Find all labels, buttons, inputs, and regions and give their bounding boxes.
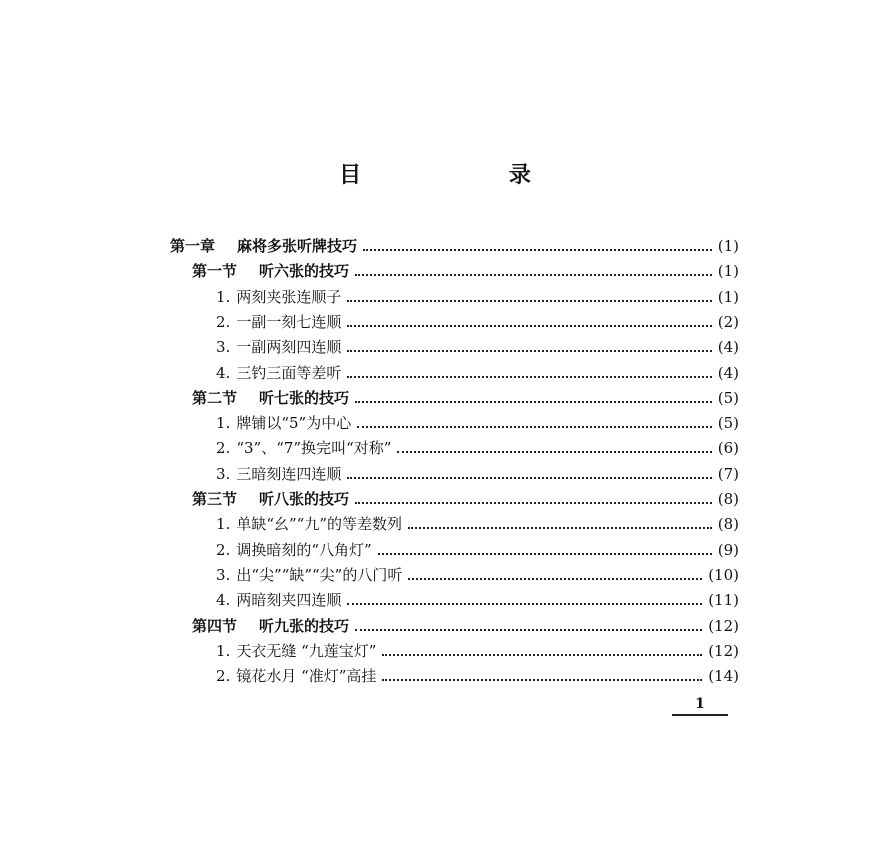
dot-leader — [355, 502, 712, 504]
toc-entry-page: (7) — [717, 464, 739, 483]
toc-entry-item — [216, 586, 739, 610]
toc-entry-item — [216, 561, 739, 585]
toc-entry-label — [216, 312, 341, 332]
toc-entry-section — [192, 257, 739, 281]
dot-leader — [355, 401, 712, 403]
toc-entry-page: (12) — [708, 641, 739, 660]
toc-entry-text: 一副一刻七连顺 — [236, 312, 342, 331]
dot-leader — [378, 553, 712, 555]
dot-leader — [408, 527, 712, 529]
toc-entry-label — [192, 489, 349, 509]
toc-entry-label — [192, 388, 349, 408]
toc-entry-label — [216, 540, 372, 560]
toc-entry-label — [216, 464, 341, 484]
page-number: 1 — [672, 696, 728, 716]
toc-entry-item — [216, 637, 739, 661]
toc-entry-section — [192, 485, 739, 509]
dot-leader — [347, 376, 711, 378]
toc-entry-text: 镜花水月 “准灯”高挂 — [236, 667, 377, 686]
toc-entry-page: (6) — [717, 439, 739, 458]
toc-entry-item — [216, 308, 739, 332]
dot-leader — [347, 300, 711, 302]
dot-leader — [347, 350, 711, 352]
toc-entry-prefix: 4. — [216, 591, 231, 610]
toc-title: 目 录 — [339, 162, 601, 188]
toc-entry-label — [216, 413, 351, 433]
toc-entry-label — [170, 236, 357, 256]
dot-leader — [397, 451, 711, 453]
toc-entry-item — [216, 333, 739, 357]
toc-entry-text: 听六张的技巧 — [259, 262, 350, 281]
toc-entry-prefix: 2. — [216, 540, 231, 559]
toc-entry-label — [216, 590, 341, 610]
toc-entry-text: 听八张的技巧 — [259, 490, 350, 508]
dot-leader — [355, 629, 702, 631]
toc-entry-text: 天衣无缝 “九莲宝灯” — [236, 641, 377, 660]
toc-entry-label — [216, 438, 391, 458]
toc-entry-prefix: 1. — [216, 287, 231, 306]
toc-entry-text: 听七张的技巧 — [259, 388, 350, 407]
toc-entry-page: (1) — [717, 237, 739, 255]
toc-entry-item — [216, 510, 739, 534]
toc-entry-text: 牌铺以“5”为中心 — [236, 414, 352, 433]
dot-leader — [347, 325, 711, 327]
dot-leader — [347, 477, 711, 479]
toc-entry-prefix: 第四节 — [192, 616, 238, 635]
toc-entry-page: (12) — [708, 616, 739, 635]
toc-entry-prefix: 4. — [216, 363, 231, 382]
toc-entry-label — [216, 287, 341, 307]
toc-entry-prefix: 2. — [216, 312, 231, 331]
toc-entry-label — [216, 641, 376, 661]
toc-entry-page: (11) — [708, 591, 739, 610]
toc-entry-prefix: 第三节 — [192, 490, 238, 508]
toc-entry-page: (14) — [708, 667, 739, 686]
toc-entry-label — [216, 565, 402, 585]
toc-entry-label — [216, 666, 376, 686]
toc-entry-prefix: 2. — [216, 667, 231, 686]
toc-entry-section — [192, 384, 739, 408]
toc-entry-label — [216, 514, 402, 534]
toc-entry-text: 麻将多张听牌技巧 — [237, 237, 358, 255]
toc-entry-prefix: 3. — [216, 338, 231, 357]
toc-entry-label — [192, 261, 349, 281]
toc-entry-page: (5) — [717, 388, 739, 407]
toc-entry-prefix: 1. — [216, 515, 231, 534]
toc-entry-prefix: 3. — [216, 464, 231, 483]
toc-entry-text: 单缺“幺”“九”的等差数列 — [236, 515, 402, 534]
toc-entry-text: 两刻夹张连顺子 — [236, 287, 342, 306]
toc-entry-label — [192, 616, 349, 636]
toc-entry-item — [216, 536, 739, 560]
toc-entry-prefix: 1. — [216, 641, 231, 660]
toc-entry-text: 一副两刻四连顺 — [236, 338, 342, 357]
toc-entry-text: 出“尖”“缺”“尖”的八门听 — [236, 565, 403, 584]
toc-entry-item — [216, 359, 739, 383]
toc-entry-label — [216, 337, 341, 357]
toc-entry-item — [216, 434, 739, 458]
dot-leader — [355, 274, 712, 276]
toc-entry-text: 听九张的技巧 — [259, 616, 350, 635]
toc-entry-prefix: 第一节 — [192, 262, 238, 281]
toc-entry-prefix: 第一章 — [170, 237, 216, 255]
toc-entry-text: 三暗刻连四连顺 — [236, 464, 342, 483]
toc-entry-page: (2) — [717, 312, 739, 331]
dot-leader — [408, 578, 702, 580]
toc-entry-prefix: 第二节 — [192, 388, 238, 407]
toc-entry-page: (4) — [717, 363, 739, 382]
dot-leader — [382, 679, 702, 681]
toc-entry-item — [216, 460, 739, 484]
toc-entry-page: (10) — [708, 565, 739, 584]
toc-entry-page: (4) — [717, 338, 739, 357]
dot-leader — [347, 603, 702, 605]
toc-entry-page: (5) — [717, 414, 739, 433]
toc-entry-item — [216, 662, 739, 686]
toc-entry-prefix: 2. — [216, 439, 231, 458]
dot-leader — [357, 426, 712, 428]
dot-leader — [363, 249, 712, 251]
toc-entry-prefix: 1. — [216, 414, 231, 433]
toc-entry-item — [216, 409, 739, 433]
toc-entry-label — [216, 363, 341, 383]
toc-entry-text: 调换暗刻的“八角灯” — [236, 540, 372, 559]
toc-entry-page: (1) — [717, 287, 739, 306]
toc-entry-chapter — [170, 232, 739, 256]
toc-entry-item — [216, 283, 739, 307]
toc-entry-section — [192, 612, 739, 636]
toc-entry-page: (9) — [717, 540, 739, 559]
toc-entry-page: (1) — [717, 262, 739, 281]
toc-entry-text: 三钓三面等差听 — [236, 363, 342, 382]
toc-entry-text: “3”、“7”换完叫“对称” — [236, 439, 392, 458]
toc-entry-page: (8) — [717, 515, 739, 534]
toc-entry-page: (8) — [717, 490, 739, 508]
toc-entry-prefix: 3. — [216, 565, 231, 584]
toc-entry-text: 两暗刻夹四连顺 — [236, 591, 342, 610]
dot-leader — [382, 654, 702, 656]
